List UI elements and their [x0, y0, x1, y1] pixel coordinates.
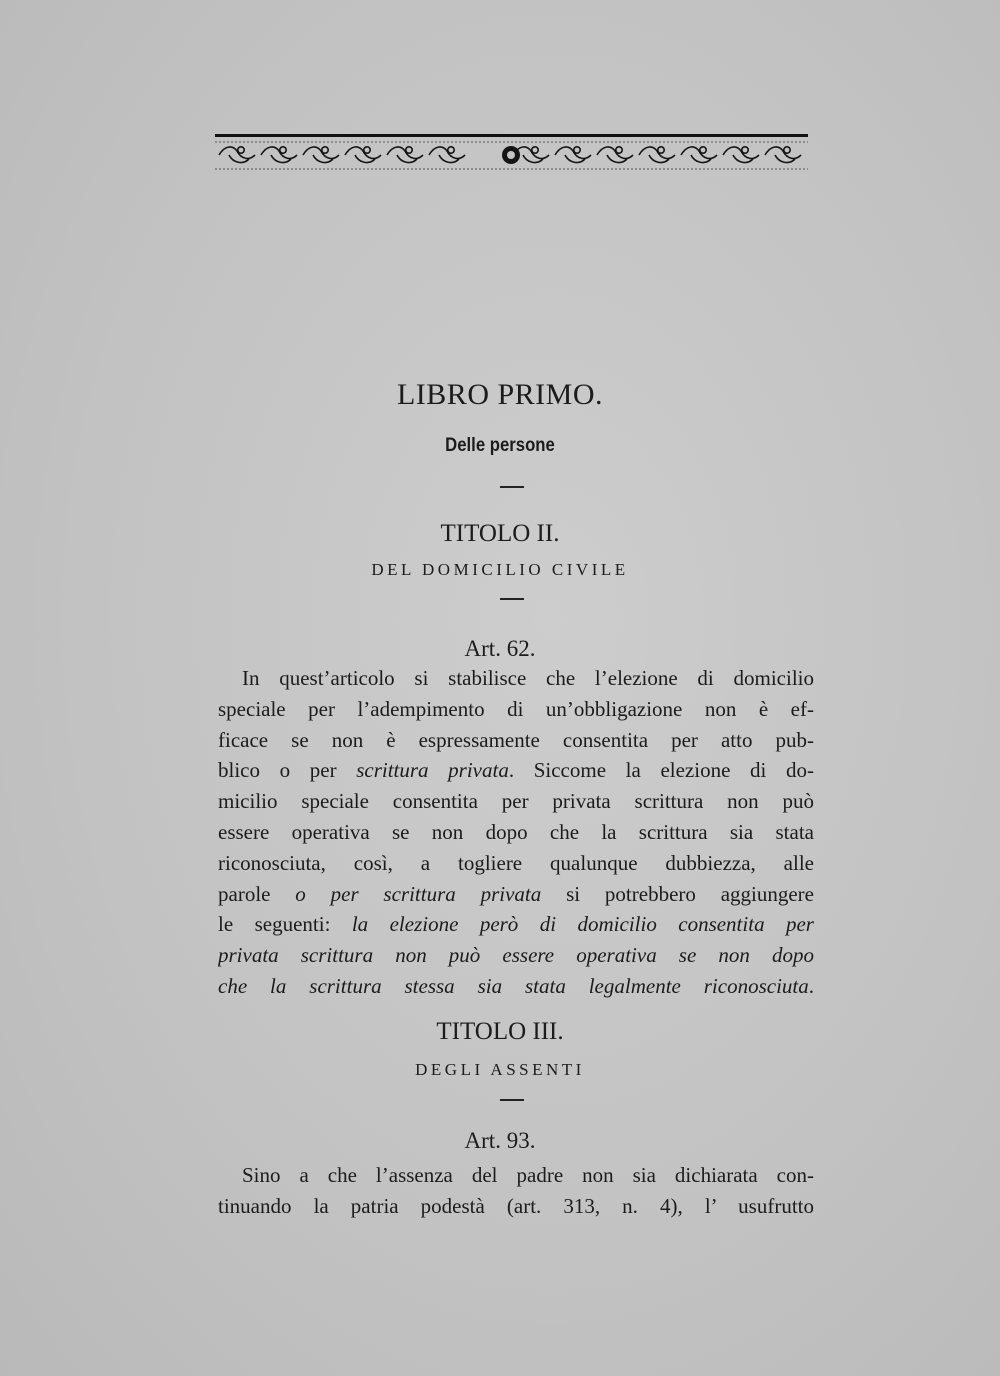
book-title: LIBRO PRIMO. — [396, 378, 604, 411]
text-line — [218, 909, 814, 940]
article-93-paragraph — [218, 1160, 814, 1222]
text-line — [218, 1160, 814, 1191]
text-segment: In quest’articolo si stabilisce che l’elezione di domicilio — [242, 666, 814, 690]
text-segment: le seguenti: — [218, 912, 352, 937]
section-title: TITOLO II. — [440, 520, 560, 547]
text-segment: tinuando la patria podestà (art. 313, n. 4), l’ usufrutto — [218, 1193, 814, 1218]
italic-text: la elezione però di domicilio consentita per — [351, 912, 814, 937]
text-segment: micilio speciale consentita per privata scrittura non può — [218, 789, 814, 814]
section-subtitle: DEGLI ASSENTI — [415, 1060, 585, 1079]
text-line — [218, 694, 814, 725]
text-segment: riconosciuta, così, a togliere qualunque dubbiezza, alle — [218, 850, 814, 875]
text-segment: ficace se non è espressamente consentita per atto pub- — [218, 727, 814, 752]
text-segment: essere operativa se non dopo che la scrittura sia stata — [218, 819, 814, 844]
ornamental-header-border — [215, 133, 808, 175]
italic-text: privata scrittura non può essere operativa se non dopo — [218, 943, 814, 968]
text-segment: . Siccome la elezione di do- — [508, 758, 814, 783]
italic-text: o per scrittura privata — [295, 881, 542, 906]
divider — [500, 598, 524, 600]
divider — [500, 486, 524, 488]
article-62-paragraph — [218, 663, 814, 1002]
text-line — [218, 725, 814, 756]
book-subtitle: Delle persone — [445, 435, 555, 456]
text-segment: si potrebbero aggiungere — [541, 881, 814, 906]
text-line — [218, 971, 814, 1002]
article-heading: Art. 62. — [464, 636, 536, 661]
divider — [500, 1099, 524, 1101]
text-line — [218, 1191, 814, 1222]
italic-text: scrittura privata — [356, 758, 509, 783]
text-line — [218, 755, 814, 786]
section-subtitle: DEL DOMICILIO CIVILE — [371, 560, 629, 579]
text-line — [218, 786, 814, 817]
section-title: TITOLO III. — [436, 1018, 564, 1045]
text-line — [218, 879, 814, 910]
text-line — [218, 940, 814, 971]
text-line — [218, 817, 814, 848]
text-segment: blico o per — [218, 758, 357, 783]
text-line — [218, 663, 814, 694]
article-heading: Art. 93. — [464, 1128, 536, 1153]
italic-text: che la scrittura stessa sia stata legalmente riconosciuta — [218, 973, 809, 998]
text-line — [218, 848, 814, 879]
text-segment: Sino a che l’assenza del padre non sia dichiarata con- — [242, 1163, 814, 1187]
text-segment: parole — [218, 881, 296, 906]
text-segment: speciale per l’adempimento di un’obbligazione non è ef- — [218, 696, 814, 721]
text-segment: . — [808, 973, 814, 998]
